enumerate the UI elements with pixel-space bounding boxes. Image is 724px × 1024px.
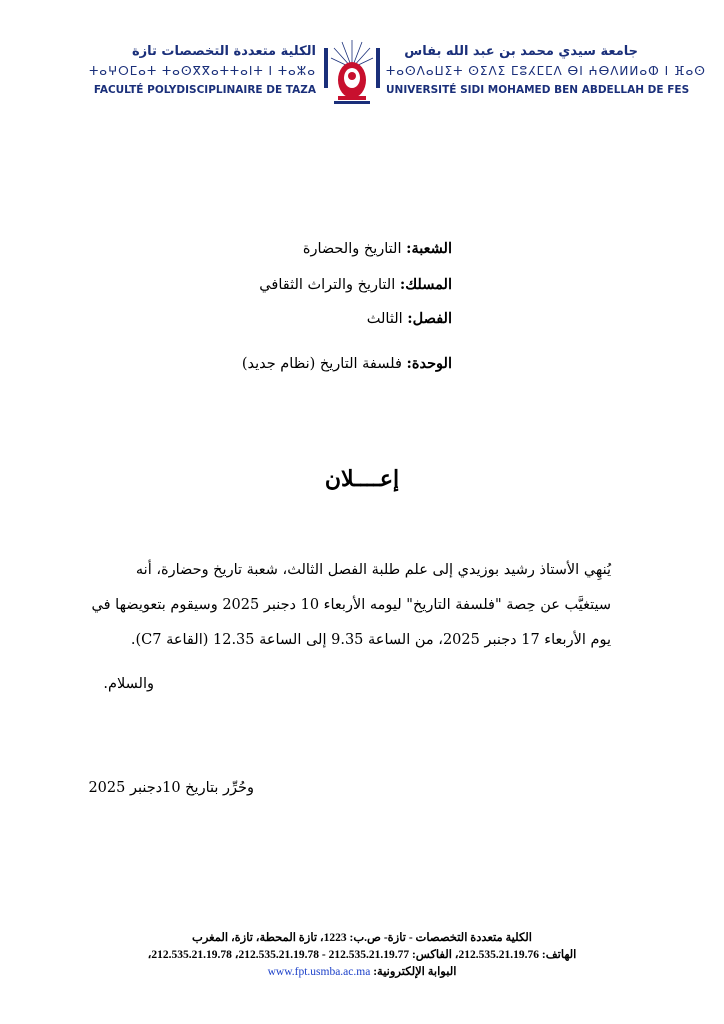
issue-date: وحُرِّر بتاريخ 10دجنبر 2025	[88, 780, 254, 796]
faculty-header	[86, 44, 316, 98]
track-value: التاريخ والتراث الثقافي	[259, 277, 400, 293]
semester-line	[367, 310, 452, 327]
university-name-french: UNIVERSITÉ SIDI MOHAMED BEN ABDELLAH DE FES	[386, 84, 690, 96]
module-label: الوحدة:	[406, 355, 452, 372]
university-logo	[322, 38, 382, 108]
body-line-3: يوم الأربعاء 17 دجنبر 2025، من الساعة 9.35 إلى الساعة 12.35 (القاعة C7).	[130, 632, 611, 648]
footer-portal-label: البوابة الإلكترونية:	[373, 966, 457, 978]
faculty-name-french: FACULTÉ POLYDISCIPLINAIRE DE TAZA	[93, 84, 316, 96]
module-value: فلسفة التاريخ (نظام جديد)	[241, 356, 407, 372]
branch-label: الشعبة:	[406, 240, 452, 257]
faculty-name-tifinagh: ⵜⴰⵖⵔⵎⴰⵜ ⵜⴰⵙⴳⴳⴰⵜⵜⴰⵏⵜ ⵏ ⵜⴰⵣⴰ	[89, 64, 316, 78]
module-line	[242, 355, 452, 372]
track-line	[259, 276, 452, 293]
faculty-name-arabic: الكلية متعددة التخصصات تازة	[131, 44, 316, 59]
announcement-title: إعــــلان	[324, 466, 400, 492]
university-header	[386, 44, 706, 98]
track-label: المسلك:	[399, 276, 452, 293]
footer-phone: الهاتف: 212.535.21.19.76، الفاكس: 212.535.21.19.77 - 212.535.21.19.78، 212.535.21.19.78،	[147, 949, 577, 961]
semester-label: الفصل:	[407, 310, 452, 327]
branch-value: التاريخ والحضارة	[302, 241, 407, 257]
semester-value: الثالث	[366, 311, 408, 327]
footer-portal	[0, 964, 724, 981]
footer-address: الكلية متعددة التخصصات - تازة- ص.ب: 1223، تازة المحطة، تازة، المغرب	[192, 932, 532, 944]
footer	[0, 930, 724, 981]
body-line-2: سيتغيَّب عن حِصة "فلسفة التاريخ" ليومه الأربعاء 10 دجنبر 2025 وسيقوم بتعويضها في	[91, 597, 611, 613]
university-name-arabic: جامعة سيدي محمد بن عبد الله بفاس	[404, 44, 638, 59]
university-name-tifinagh: ⵜⴰⵙⴷⴰⵡⵉⵜ ⵙⵉⴷⵉ ⵎⵓⵃⵎⵎⴷ ⴱⵏ ⵄⴱⴷⵍⵍⴰⵀ ⵏ ⴼⴰⵙ	[386, 64, 706, 78]
closing-text: والسلام.	[103, 676, 154, 692]
body-line-1: يُنهِي الأستاذ رشيد بوزيدي إلى علم طلبة الفصل الثالث، شعبة تاريخ وحضارة، أنه	[135, 562, 611, 578]
portal-link[interactable]: www.fpt.usmba.ac.ma	[267, 966, 371, 978]
branch-line	[303, 240, 452, 257]
